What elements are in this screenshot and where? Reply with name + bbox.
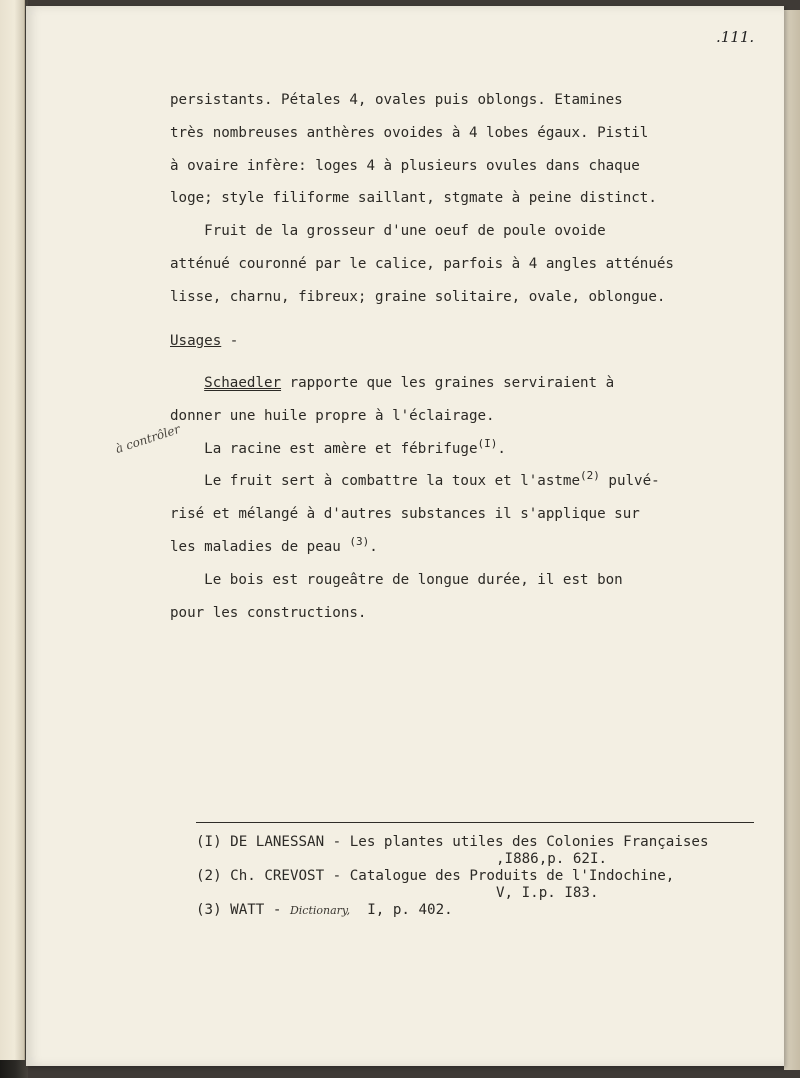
usage-text: rapporte que les graines serviraient à bbox=[281, 375, 615, 391]
adjacent-page-edge bbox=[0, 0, 25, 1060]
body-line: atténué couronné par le calice, parfois à 4 angles atténués bbox=[170, 255, 674, 272]
footnote-ref: (2) bbox=[580, 469, 600, 483]
footnote-ref: (3) bbox=[349, 534, 370, 548]
footnote-2-continuation: V, I.p. I83. bbox=[496, 885, 599, 901]
body-line: persistants. Pétales 4, ovales puis oblongs. Etamines bbox=[170, 92, 623, 108]
footnote-ref: (I) bbox=[477, 436, 498, 450]
usage-text: Le fruit sert à combattre la toux et l'astme bbox=[204, 473, 581, 490]
usages-paragraph bbox=[170, 367, 770, 629]
footnote-separator bbox=[196, 822, 754, 823]
usages-heading-text: Usages bbox=[170, 333, 222, 349]
body-line: loge; style filiforme saillant, stgmate à peine distinct. bbox=[170, 190, 657, 207]
usage-line-6 bbox=[170, 531, 770, 564]
author-name: Schaedler bbox=[204, 375, 282, 391]
footnote-2: (2) Ch. CREVOST - Catalogue des Produits de l'Indochine, bbox=[196, 868, 675, 884]
usage-text: pulvé- bbox=[599, 473, 660, 490]
usages-heading-suffix: - bbox=[221, 333, 239, 349]
description-paragraph bbox=[170, 84, 750, 314]
footnote-3-end: I, p. 402. bbox=[350, 902, 453, 918]
usages-heading bbox=[170, 333, 238, 349]
usage-line-5: risé et mélangé à d'autres substances il s'applique sur bbox=[170, 506, 640, 523]
usage-line-3 bbox=[170, 433, 770, 466]
footnote-3 bbox=[196, 902, 786, 919]
footnotes bbox=[196, 834, 786, 919]
usage-text: La racine est amère et fébrifuge bbox=[204, 440, 478, 457]
usage-line-7 bbox=[170, 564, 770, 597]
body-line: lisse, charnu, fibreux; graine solitaire, ovale, oblongue. bbox=[170, 288, 666, 305]
usage-text: . bbox=[497, 440, 506, 457]
body-line: très nombreuses anthères ovoides à 4 lobes égaux. Pistil bbox=[170, 124, 649, 141]
usage-text: . bbox=[369, 538, 378, 555]
usage-line-4 bbox=[170, 465, 770, 498]
footnote-1: (I) DE LANESSAN - Les plantes utiles des Colonies Françaises bbox=[196, 834, 709, 850]
usage-text: Le bois est rougeâtre de longue durée, il est bon bbox=[204, 571, 623, 588]
body-line: à ovaire infère: loges 4 à plusieurs ovules dans chaque bbox=[170, 157, 640, 174]
usage-text: les maladies de peau bbox=[170, 538, 350, 555]
usage-line-1 bbox=[170, 367, 770, 400]
handwritten-margin-note: à contrôler bbox=[113, 421, 182, 456]
footnote-3-handwritten: Dictionary, bbox=[289, 904, 351, 917]
page-number: .111. bbox=[716, 28, 755, 46]
usage-line-8: pour les constructions. bbox=[170, 604, 367, 621]
footnote-3-text: (3) WATT - bbox=[196, 902, 290, 918]
usage-line-2: donner une huile propre à l'éclairage. bbox=[170, 407, 495, 424]
footnote-1-continuation: ,I886,p. 62I. bbox=[496, 851, 608, 867]
body-line: Fruit de la grosseur d'une oeuf de poule ovoide bbox=[170, 223, 606, 240]
page-stack-edge bbox=[784, 10, 800, 1070]
